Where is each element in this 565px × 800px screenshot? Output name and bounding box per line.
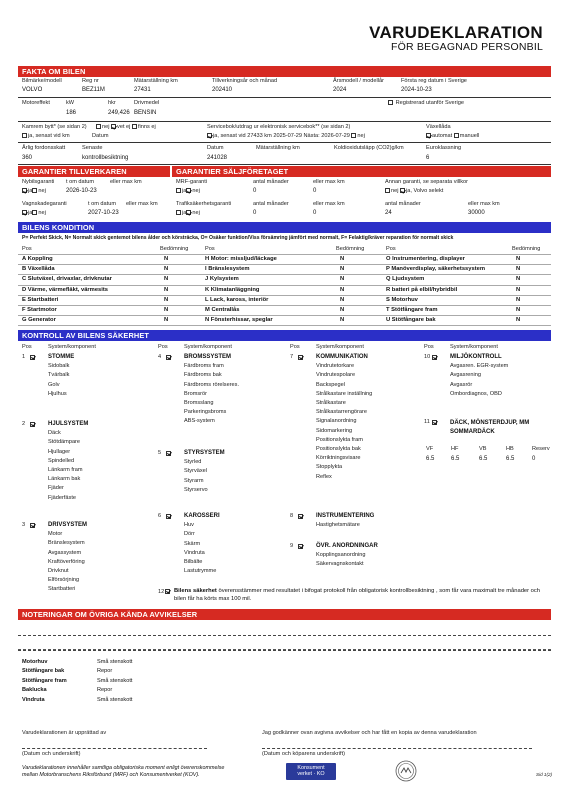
kondition-item: E Startbatteri <box>22 296 59 303</box>
sakerhet-pos-header: Pos <box>424 344 434 350</box>
kondition-value[interactable]: N <box>516 307 521 313</box>
group-item: Positionslykta fram <box>316 436 363 443</box>
group-item: Avgasrör <box>450 381 473 388</box>
kondition-heading: BILENS KONDITION <box>18 222 551 233</box>
group-title: KOMMUNIKATION <box>316 354 368 360</box>
group-title: BROMSSYSTEM <box>184 354 232 360</box>
kamrem-finns-ej-checkbox[interactable] <box>132 124 137 129</box>
group-item: Motor <box>48 531 63 538</box>
kondition-item: A Koppling <box>22 256 53 262</box>
group-item: Hjulhus <box>48 390 67 397</box>
kondition-item: G Generator <box>22 317 56 324</box>
mrf-seal-icon <box>395 760 417 782</box>
annan-options: nej ja, Volvo selekt <box>385 188 443 194</box>
kondition-value[interactable]: N <box>340 256 345 262</box>
sakerhet-pos-header: Pos <box>22 344 32 350</box>
mrf-months: 0 <box>253 188 257 194</box>
doc-subtitle: FÖR BEGAGNAD PERSONBIL <box>390 41 543 53</box>
kamrem-ja-checkbox[interactable] <box>22 133 27 138</box>
kondition-bedomning-header: Bedömning <box>336 246 365 252</box>
kamrem-vet-ej-checkbox[interactable] <box>111 124 116 129</box>
vaxel-label: Växellåda <box>426 124 451 130</box>
trafik-km: 0 <box>313 210 317 216</box>
noteringar-heading: NOTERINGAR OM ÖVRIGA KÄNDA AVVIKELSER <box>18 609 551 620</box>
nybilsgaranti-label: Nybilsgaranti <box>22 179 55 185</box>
group-item: Hastighetsmätare <box>316 522 360 529</box>
group-item: Hjullager <box>48 448 71 455</box>
sakerhet-system-header: System/komponent <box>48 344 96 350</box>
group-title: DRIVSYSTEM <box>48 522 88 528</box>
group-title: HJULSYSTEM <box>48 421 89 427</box>
kondition-item: M Centrallås <box>205 307 240 313</box>
group-item: Styrarm <box>184 477 204 484</box>
tire-col-header: HB <box>506 446 514 452</box>
group-item: Bränslesystem <box>48 540 85 547</box>
p12-checkbox[interactable] <box>165 588 171 595</box>
mrf-km-label: eller max km <box>313 179 345 185</box>
garanti-saljforetag-heading: GARANTIER SÄLJFÖRETAGET <box>172 166 551 177</box>
kondition-item: J Kylsystem <box>205 276 239 283</box>
group-item: Spindelled <box>48 457 75 464</box>
fakta-label: Motoreffekt <box>22 100 50 106</box>
note-item: Motorhuv <box>22 659 48 665</box>
group-item: Lastutrymme <box>184 568 217 575</box>
kondition-value[interactable]: N <box>516 317 521 324</box>
tire-value[interactable]: 0 <box>532 456 536 462</box>
group-number: 11 <box>424 419 430 425</box>
trafik-label: Trafiksäkerhetsgaranti <box>176 201 232 207</box>
group-item: Bromsslang <box>184 400 214 406</box>
kondition-pos-header: Pos <box>386 246 396 252</box>
note-text[interactable]: Repor <box>97 668 113 675</box>
group-item: Startbatteri <box>48 586 76 593</box>
group-ok-checkbox[interactable] <box>166 450 172 457</box>
group-item: Avgassystem <box>48 549 82 556</box>
group-number: 10 <box>424 354 431 360</box>
mrf-options: ja nej <box>176 188 200 194</box>
group-item: ABS-system <box>184 418 215 425</box>
reg-outside-field[interactable]: Registrerad utanför Sverige <box>388 100 464 106</box>
fakta-value[interactable]: 241028 <box>207 155 228 161</box>
note-text[interactable]: Repor <box>97 687 113 694</box>
fakta-label: Årsmodell / modellår <box>333 78 384 84</box>
group-ok-checkbox[interactable] <box>298 354 304 361</box>
kondition-value[interactable]: N <box>164 317 169 324</box>
group-item: Signalanordning <box>316 418 357 425</box>
group-item: Bromsrör <box>184 390 207 397</box>
annan-km-label: eller max km <box>468 201 500 207</box>
note-item: Baklucka <box>22 687 47 694</box>
tire-col-header: Reserv <box>532 446 550 452</box>
group-item: Strålkastare inställning <box>316 390 373 397</box>
konsumentverket-logo: Konsument verket · KO <box>286 763 336 780</box>
group-item: Avgasren. EGR-system <box>450 363 509 370</box>
group-item: Ombordiagnos, OBD <box>450 390 502 397</box>
kondition-item: N Fönsterhissar, speglar <box>205 317 273 324</box>
fakta-label: Koldioxidutsläpp (CO2)g/km <box>334 145 404 151</box>
group-number: 2 <box>22 421 26 427</box>
fakta-value[interactable]: 202410 <box>212 87 233 93</box>
signature-left-caption: (Datum och underskrift) <box>22 751 81 757</box>
note-text[interactable]: Små stenskott <box>97 659 133 665</box>
mrf-ja-checkbox[interactable] <box>176 188 181 193</box>
group-item: Kopplingsanordning <box>316 552 366 559</box>
nyb-km-label: eller max km <box>110 179 142 185</box>
group-number: 5 <box>158 450 162 456</box>
group-item: Backspegel <box>316 381 345 388</box>
trafik-months: 0 <box>253 210 257 216</box>
mrf-months-label: antal månader <box>253 179 289 185</box>
upprattad-label: Varudeklarationen är upprättad av <box>22 730 107 736</box>
kondition-value[interactable]: N <box>340 266 345 273</box>
kondition-item: B Växellåda <box>22 266 55 273</box>
annan-nej-checkbox[interactable] <box>385 188 390 193</box>
kondition-value[interactable]: N <box>516 296 521 303</box>
fakta-value[interactable]: 360 <box>22 155 33 161</box>
group-item: Drivknut <box>48 568 69 574</box>
kondition-value[interactable]: N <box>164 307 169 313</box>
fakta-label: Mätarställning km <box>134 78 178 84</box>
group-ok-checkbox[interactable] <box>30 522 36 529</box>
group-number: 9 <box>290 543 294 549</box>
kondition-item: L Lack, kaross, interiör <box>205 296 269 303</box>
fakta-label: Senaste <box>82 145 103 151</box>
kondition-value[interactable]: N <box>164 296 169 303</box>
fakta-value[interactable]: kontrollbesiktning <box>82 155 129 161</box>
group-title: STOMME <box>48 354 75 360</box>
kondition-bedomning-header: Bedömning <box>160 246 189 252</box>
group-ok-checkbox[interactable] <box>166 513 172 520</box>
kondition-item: O Instrumentering, displayer <box>386 256 465 262</box>
group-item: Körriktningsvisare <box>316 455 361 462</box>
nyb-options: ja nej <box>22 188 46 194</box>
group-item: Strålkastare <box>316 400 346 406</box>
annan-label: Annan garanti, se separata villkor <box>385 179 469 185</box>
fakta-heading: FAKTA OM BILEN <box>18 66 551 77</box>
group-item: Stopplykta <box>316 464 343 471</box>
mrf-nej-checkbox[interactable] <box>186 188 191 193</box>
group-number: 1 <box>22 354 26 360</box>
sakerhet-pos-header: Pos <box>158 344 168 350</box>
trafik-months-label: antal månader <box>253 201 289 207</box>
service-ja-field: ja, senast vid 27433 km 2025-07-29 Nästa: 2026-07-29 nej <box>207 133 365 139</box>
fakta-value[interactable]: 27431 <box>134 87 151 93</box>
group-item: Färdbroms rörelseres. <box>184 381 240 388</box>
kondition-item: K Klimatanläggning <box>205 286 260 293</box>
trafik-nej-checkbox[interactable] <box>186 210 191 215</box>
fakta-label: Bilmärke/modell <box>22 78 62 84</box>
group-item: Huv <box>184 522 194 529</box>
group-item: Dörr <box>184 531 195 538</box>
fakta-value[interactable]: 249,426 <box>108 110 130 116</box>
fakta-value[interactable]: 186 <box>66 110 77 116</box>
note-text[interactable]: Små stenskott <box>97 677 133 684</box>
kondition-item: I Bränslesystem <box>205 266 250 273</box>
kondition-value[interactable]: N <box>516 266 521 273</box>
kondition-item: T Stötfångare fram <box>386 307 438 313</box>
group-number: 7 <box>290 354 294 360</box>
service-label: Servicebok/utdrag ur elektronisk servicebok** (se sidan 2) <box>207 124 351 130</box>
trafik-km-label: eller max km <box>313 201 345 207</box>
signature-right-caption: (Datum och köparens underskrift) <box>262 751 346 757</box>
signature-right-line[interactable] <box>262 748 532 749</box>
kondition-value[interactable]: N <box>340 276 345 283</box>
nyb-ja-checkbox[interactable] <box>22 188 27 193</box>
kondition-value[interactable]: N <box>164 266 169 273</box>
fakta-value[interactable]: 6 <box>426 155 430 161</box>
fakta-label: Drivmedel <box>134 100 160 106</box>
kondition-item: H Motor: missljud/läckage <box>205 256 277 262</box>
group-ok-checkbox[interactable] <box>298 513 304 520</box>
vagn-options: ja nej <box>22 210 46 216</box>
disclaimer <box>22 765 224 779</box>
kondition-item: C Slutväxel, drivaxlar, drivknutar <box>22 276 112 283</box>
vagn-nej-checkbox[interactable] <box>32 210 37 215</box>
group-item: Vindrutespolare <box>316 372 356 379</box>
kamrem-nej-checkbox[interactable] <box>96 124 101 129</box>
sakerhet-heading: KONTROLL AV BILENS SÄKERHET <box>18 330 551 341</box>
kondition-pos-header: Pos <box>22 246 32 252</box>
group-item: Skärm <box>184 540 201 547</box>
trafik-options: ja nej <box>176 210 200 216</box>
group-number: 3 <box>22 522 26 528</box>
vagn-ja-checkbox[interactable] <box>22 210 27 215</box>
fakta-label: hkr <box>108 100 116 106</box>
kondition-value[interactable]: N <box>340 317 345 324</box>
group-number: 4 <box>158 354 162 360</box>
group-item: Färdbroms fram <box>184 363 224 370</box>
kondition-item: P Manöverdisplay, säkerhetssystem <box>386 266 486 273</box>
group-ok-checkbox[interactable] <box>166 354 172 361</box>
group-item: Positionslykta bak <box>316 446 361 452</box>
vaxel-options: automat manuell <box>426 133 479 139</box>
sakerhet-system-header: System/komponent <box>450 344 498 350</box>
group-item: Länkarm bak <box>48 476 81 483</box>
group-item: Tvärbalk <box>48 372 70 379</box>
group-number: 6 <box>158 513 162 519</box>
kondition-item: Q Ljudsystem <box>386 276 425 283</box>
fakta-label: Årlig fordonsskatt <box>22 145 66 151</box>
fakta-value[interactable]: VOLVO <box>22 87 43 93</box>
vagn-date: 2027-10-23 <box>88 210 119 216</box>
tire-value[interactable]: 6.5 <box>451 456 460 462</box>
group-item: Strålkastarrengörare <box>316 409 367 416</box>
reg-outside-checkbox[interactable] <box>388 100 393 105</box>
kondition-value[interactable]: N <box>516 256 521 262</box>
group-item: Fjäderfäste <box>48 494 76 501</box>
group-title: STYRSYSTEM <box>184 450 225 456</box>
note-text[interactable]: Små stenskott <box>97 696 133 703</box>
group-item: Elförsörjning <box>48 577 80 584</box>
group-item: Styrväxel <box>184 468 208 475</box>
vagnskadegaranti-label: Vagnskadegaranti <box>22 201 67 207</box>
doc-title: VARUDEKLARATION <box>369 23 543 42</box>
fakta-label: Tillverkningsår och månad <box>212 78 278 84</box>
group-item: Säkervagnskontakt <box>316 561 364 568</box>
annan-km: 30000 <box>468 210 485 216</box>
fakta-value[interactable]: BEZ11M <box>82 87 105 93</box>
kondition-value[interactable]: N <box>340 286 345 293</box>
kondition-value[interactable]: N <box>164 256 169 262</box>
kamrem-ja-field: ja, senast vid km <box>22 133 70 139</box>
group-ok-checkbox[interactable] <box>432 419 438 426</box>
kondition-value[interactable]: N <box>164 286 169 293</box>
kondition-bedomning-header: Bedömning <box>512 246 541 252</box>
disclaimer-line1: Varudeklarationen innehåller samtliga obligatoriska moment enligt överenskommelse <box>22 765 225 771</box>
group-ok-checkbox[interactable] <box>30 354 36 361</box>
kondition-value[interactable]: N <box>164 276 169 283</box>
fakta-label: Första reg datum i Sverige <box>401 78 467 84</box>
kondition-value[interactable]: N <box>516 286 521 293</box>
kondition-value[interactable]: N <box>340 296 345 303</box>
kamrem-options: nej vet ej finns ej <box>96 124 156 130</box>
mrf-label: MRF-garanti <box>176 179 208 185</box>
vagn-tom-label: t om datum <box>88 201 116 207</box>
group-item: Bilbälte <box>184 559 203 565</box>
kamrem-label: Kamrem bytt* (se sidan 2) <box>22 124 87 130</box>
tire-value[interactable]: 6.5 <box>426 456 435 462</box>
nyb-date: 2026-10-23 <box>66 188 97 194</box>
group-item: Vindrutetorkare <box>316 363 355 370</box>
group-ok-checkbox[interactable] <box>30 421 36 428</box>
vagn-km-label: eller max km <box>126 201 158 207</box>
group-title: ÖVR. ANORDNINGAR <box>316 543 378 549</box>
vaxel-manuell-checkbox[interactable] <box>454 133 459 138</box>
tire-value[interactable]: 6.5 <box>506 456 515 462</box>
kondition-item: D Värme, värmefläkt, värmesits <box>22 286 109 293</box>
fakta-value[interactable]: BENSIN <box>134 110 157 116</box>
kondition-item: U Stötfångare bak <box>386 317 436 324</box>
kondition-pos-header: Pos <box>205 246 215 252</box>
group-ok-checkbox[interactable] <box>432 354 438 361</box>
note-item: Stötfångare bak <box>22 668 65 675</box>
sakerhet-system-header: System/komponent <box>316 344 364 350</box>
group-item: Kraftöverföring <box>48 558 85 565</box>
group-item: Stötdämpare <box>48 439 81 446</box>
group-item: Avgasrening <box>450 372 481 379</box>
note-item: Vindruta <box>22 696 45 703</box>
fakta-label: Mätarställning km <box>256 145 300 151</box>
kondition-item: R batteri på elbil/hybridbil <box>386 286 458 293</box>
annan-ja-checkbox[interactable] <box>400 188 405 193</box>
kondition-item: S Motorhuv <box>386 296 418 303</box>
tire-col-header: HF <box>451 446 459 452</box>
p12-num: 12 <box>158 589 165 595</box>
fakta-label: Datum <box>207 145 224 151</box>
tire-value[interactable]: 6.5 <box>479 456 488 462</box>
fakta-label: kW <box>66 100 75 106</box>
nyb-nej-checkbox[interactable] <box>32 188 37 193</box>
fakta-label: Reg nr <box>82 78 99 84</box>
group-item: Styrservo <box>184 486 208 493</box>
nyb-tom-label: t om datum <box>66 179 94 185</box>
fakta-label: Euroklassning <box>426 145 462 151</box>
garanti-tillverkare-heading: GARANTIER TILLVERKAREN <box>18 166 170 177</box>
tire-col-header: VF <box>426 446 434 452</box>
group-item: Parkeringsbroms <box>184 409 227 416</box>
group-item: Sidobalk <box>48 363 70 370</box>
annan-months: 24 <box>385 210 392 216</box>
kondition-value[interactable]: N <box>340 307 345 313</box>
note-item: Stötfångare fram <box>22 677 67 684</box>
disclaimer-line2: mellan Motorbranschens Riksförbund (MRF) och Konsumentverket (KOV). <box>22 772 200 779</box>
group-title: DÄCK, MÖNSTERDJUP, MM SOMMARDÄCK <box>450 420 530 435</box>
service-nej-checkbox[interactable] <box>351 133 356 138</box>
group-item: Däck <box>48 430 61 437</box>
kondition-value[interactable]: N <box>516 276 521 283</box>
service-ja-checkbox[interactable] <box>207 133 212 138</box>
group-item: Fjäder <box>48 485 64 492</box>
group-item: Vindruta <box>184 549 205 556</box>
group-title: MILJÖKONTROLL <box>450 354 502 360</box>
page-number: Sid 1(2) <box>536 772 553 777</box>
group-item: Styrled <box>184 459 202 466</box>
p12-body: överensstämmer med resultatet i bifogat protokoll från obligatorisk kontrollbesiktning , som får vara maximalt tre månader och bilen får ha körts max 100 mil. <box>174 588 541 602</box>
kamrem-datum-label: Datum <box>92 133 109 139</box>
group-title: KAROSSERI <box>184 513 220 519</box>
trafik-ja-checkbox[interactable] <box>176 210 181 215</box>
fakta-value[interactable]: 2024-10-23 <box>401 87 432 93</box>
group-number: 8 <box>290 513 294 519</box>
kondition-legend: P= Perfekt Skick, N= Normalt skick gentemot bilens ålder och körsträcka, O= Osäker funktion/Viss försämring jämfört med normalt, F= Felaktig/kräver reparation för normalt skick <box>22 235 454 241</box>
sakerhet-system-header: System/komponent <box>184 344 232 350</box>
group-item: Färdbroms bak <box>184 372 222 379</box>
sakerhet-pos-header: Pos <box>290 344 300 350</box>
kondition-item: F Startmotor <box>22 307 57 313</box>
p12-bold: Bilens säkerhet <box>174 588 217 594</box>
signature-left-line[interactable] <box>22 748 207 749</box>
group-ok-checkbox[interactable] <box>298 543 304 550</box>
group-item: Sidomarkering <box>316 427 353 434</box>
group-item: Golv <box>48 381 60 388</box>
group-item: Reflex <box>316 473 332 480</box>
mrf-km: 0 <box>313 188 317 194</box>
vaxel-automat-checkbox[interactable] <box>426 133 431 138</box>
godkanner-label: Jag godkänner ovan avgivna avvikelser och har fått en kopia av denna varudeklaration <box>262 730 477 736</box>
p12-text <box>174 588 546 603</box>
group-item: Länkarm fram <box>48 467 83 473</box>
tire-col-header: VB <box>479 446 487 452</box>
group-title: INSTRUMENTERING <box>316 513 375 519</box>
annan-months-label: antal månader <box>385 201 421 207</box>
fakta-value[interactable]: 2024 <box>333 87 347 93</box>
